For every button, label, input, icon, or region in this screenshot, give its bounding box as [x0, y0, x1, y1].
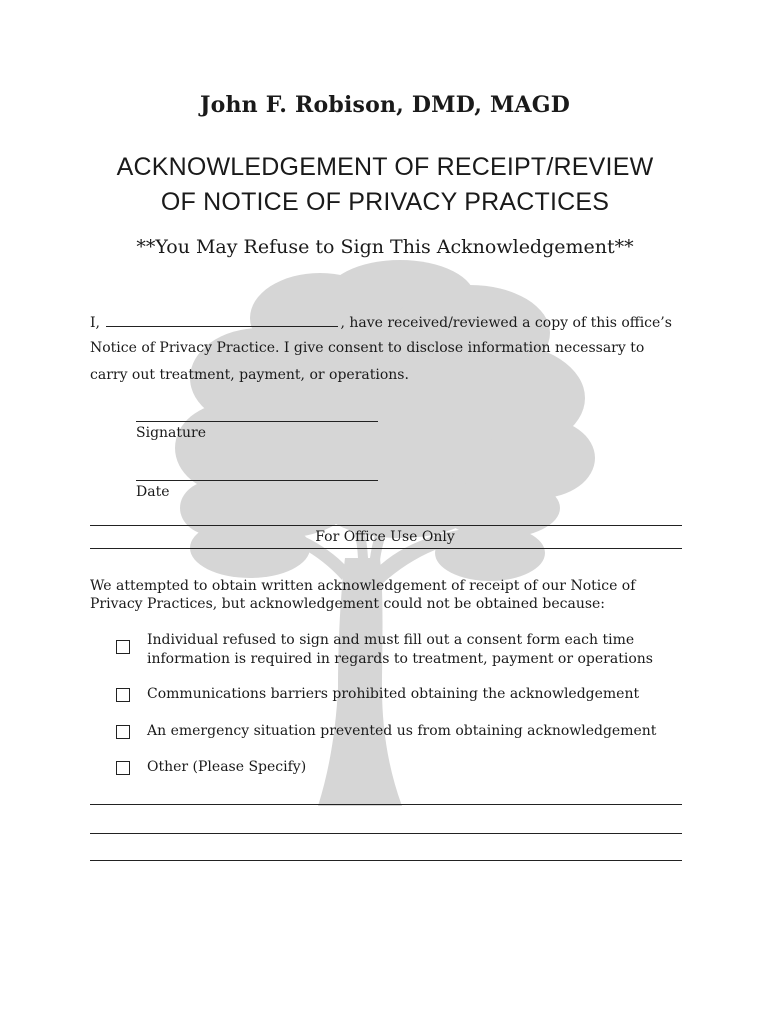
option-emergency: An emergency situation prevented us from obtaining acknowledgement [147, 723, 657, 739]
date-field[interactable] [136, 480, 378, 481]
specify-line-1[interactable] [90, 804, 682, 805]
checkbox-other[interactable] [116, 761, 130, 775]
refuse-notice: **You May Refuse to Sign This Acknowledgement** [136, 236, 634, 258]
checkbox-communication-barriers[interactable] [116, 688, 130, 702]
statement-line1-suffix: , have received/reviewed a copy of this office’s [340, 315, 672, 331]
option-other: Other (Please Specify) [147, 759, 307, 775]
option-refused [147, 631, 653, 669]
statement-line2: Notice of Privacy Practice. I give consent to disclose information necessary to [90, 340, 645, 356]
checkbox-emergency[interactable] [116, 725, 130, 739]
statement-line3: carry out treatment, payment, or operations. [90, 367, 409, 383]
office-intro-line2: Privacy Practices, but acknowledgement could not be obtained because: [90, 596, 606, 612]
option-refused-line2: information is required in regards to treatment, payment or operations [147, 651, 653, 667]
specify-line-3[interactable] [90, 860, 682, 861]
patient-name-field[interactable] [106, 312, 338, 327]
signature-label: Signature [136, 425, 207, 441]
statement-line1 [90, 312, 672, 331]
office-divider-bottom [90, 548, 682, 549]
doctor-name: John F. Robison, DMD, MAGD [199, 92, 571, 118]
signature-field[interactable] [136, 421, 378, 422]
date-label: Date [136, 484, 170, 500]
office-divider-top [90, 525, 682, 526]
document-title-line2: OF NOTICE OF PRIVACY PRACTICES [160, 188, 610, 216]
office-use-heading: For Office Use Only [315, 529, 455, 545]
office-intro-line1: We attempted to obtain written acknowledgement of receipt of our Notice of [90, 578, 636, 594]
specify-line-2[interactable] [90, 833, 682, 834]
option-refused-line1: Individual refused to sign and must fill out a consent form each time [147, 632, 635, 648]
option-communication-barriers: Communications barriers prohibited obtaining the acknowledgement [147, 686, 640, 702]
checkbox-refused[interactable] [116, 640, 130, 654]
statement-prefix: I, [90, 315, 100, 331]
document-title-line1: ACKNOWLEDGEMENT OF RECEIPT/REVIEW [116, 153, 654, 181]
